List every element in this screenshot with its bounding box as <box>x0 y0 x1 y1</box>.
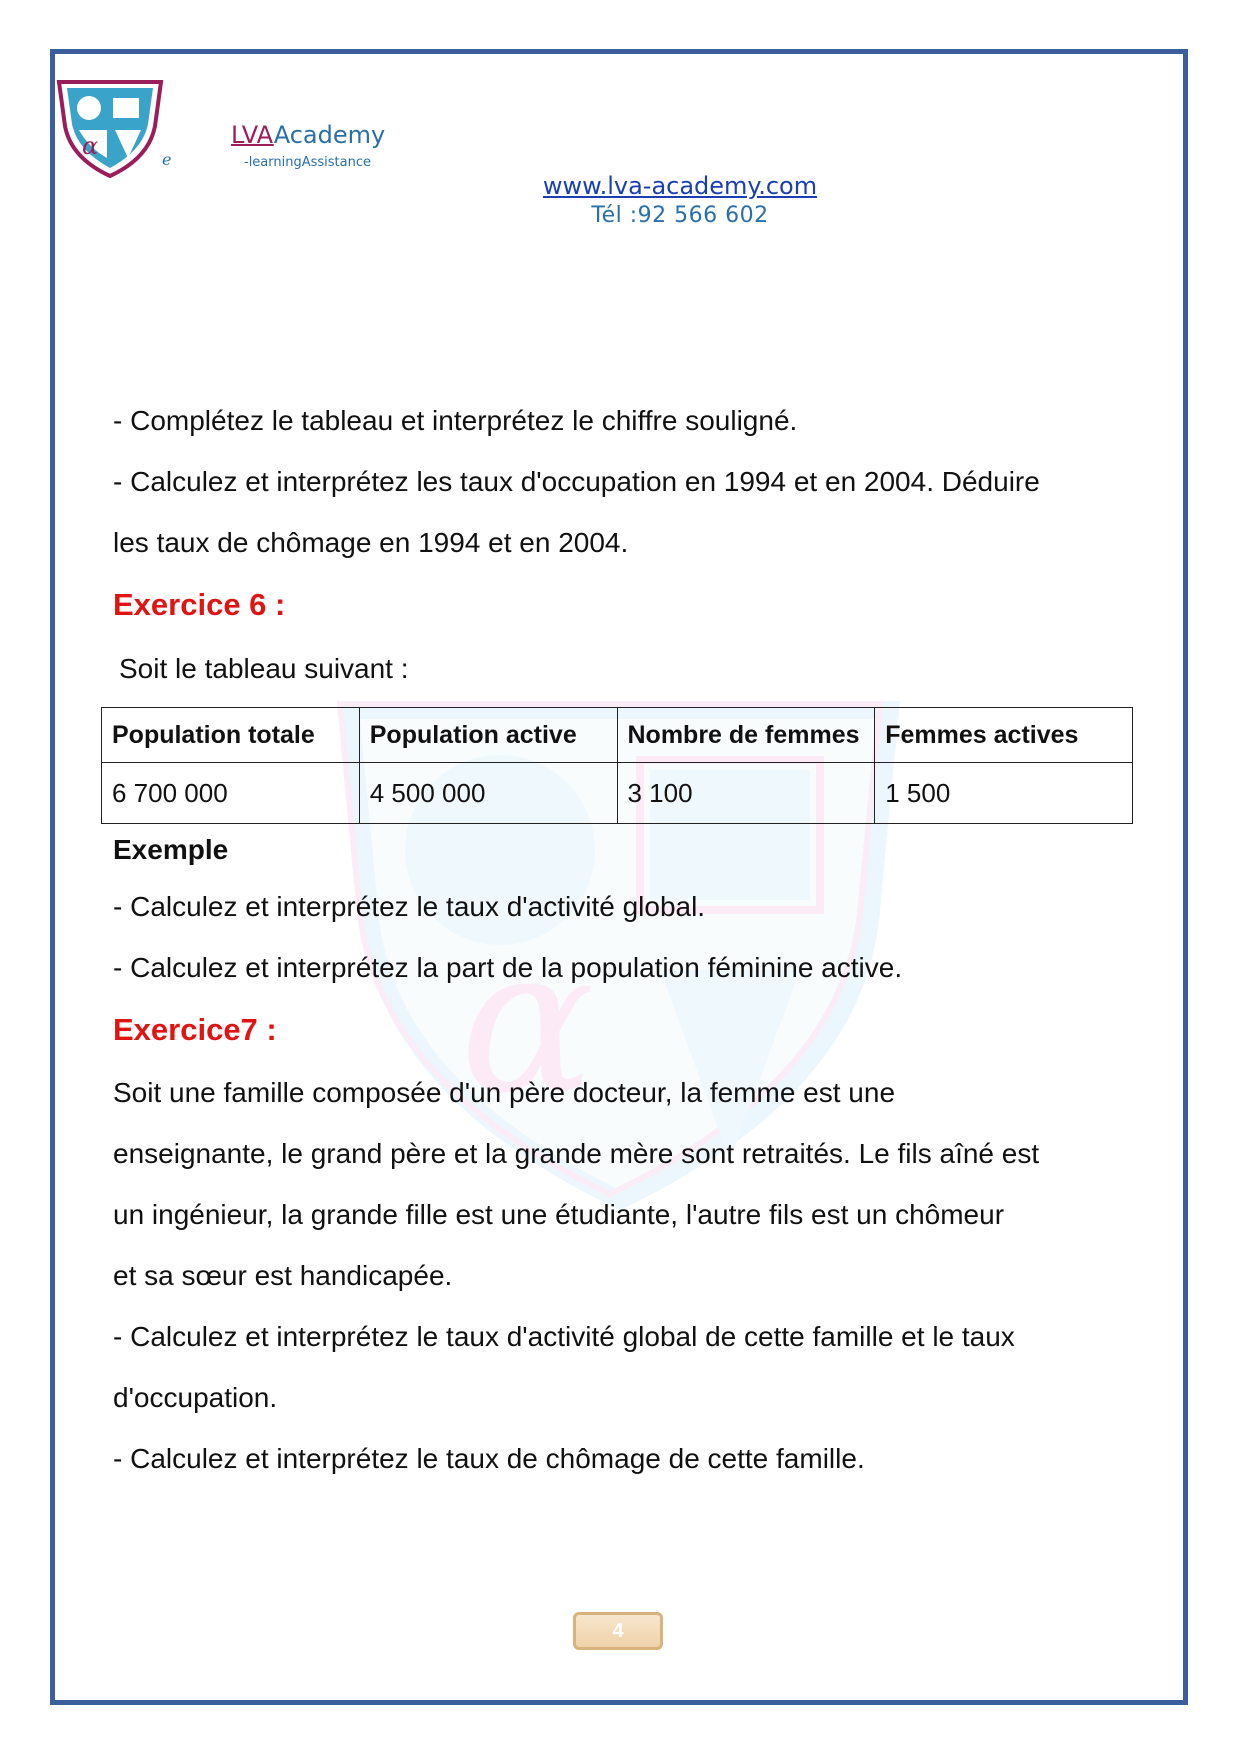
exercise-7-title: Exercice7 : <box>113 1012 277 1047</box>
exercise-7-line: un ingénieur, la grande fille est une étudiante, l'autre fils est un chômeur <box>113 1199 1005 1230</box>
site-phone: Tél :92 566 602 <box>591 203 769 228</box>
shield-logo-icon <box>55 78 165 178</box>
table-cell: 3 100 <box>617 763 875 824</box>
brand-academy: Academy <box>273 121 386 149</box>
example-label: Exemple <box>113 834 229 865</box>
brand-lva: LVA <box>231 121 274 149</box>
exercise-7-line: - Calculez et interprétez le taux d'activité global de cette famille et le taux <box>113 1321 1015 1352</box>
table-cell: 6 700 000 <box>102 763 360 824</box>
page-number-badge: 4 <box>573 1612 663 1650</box>
intro-line: - Calculez et interprétez les taux d'occupation en 1994 et en 2004. Déduire <box>113 466 1040 497</box>
table-header: Population active <box>359 708 617 763</box>
exercise-6-intro: Soit le tableau suivant : <box>119 653 409 684</box>
exercise-6-question: - Calculez et interprétez la part de la population féminine active. <box>113 952 903 983</box>
exercise-7-line: et sa sœur est handicapée. <box>113 1260 453 1291</box>
exercise-7-line: enseignante, le grand père et la grande mère sont retraités. Le fils aîné est <box>113 1138 1040 1169</box>
population-table <box>101 707 1133 824</box>
svg-text:α: α <box>460 905 596 1138</box>
exercise-7-line: Soit une famille composée d'un père docteur, la femme est une <box>113 1077 896 1108</box>
brand-name <box>231 121 385 149</box>
exercise-6-question: - Calculez et interprétez le taux d'activité global. <box>113 891 706 922</box>
exercise-7-line: d'occupation. <box>113 1382 278 1413</box>
site-url-link[interactable]: www.lva-academy.com <box>542 172 818 200</box>
table-header: Nombre de femmes <box>617 708 875 763</box>
brand-tagline: -learningAssistance <box>244 155 371 170</box>
main-content <box>113 390 1133 1489</box>
exercise-7-line: - Calculez et interprétez le taux de chômage de cette famille. <box>113 1443 865 1474</box>
table-header: Population totale <box>102 708 360 763</box>
table-row <box>102 763 1133 824</box>
intro-line: - Complétez le tableau et interprétez le chiffre souligné. <box>113 405 798 436</box>
table-header-row <box>102 708 1133 763</box>
table-cell: 1 500 <box>875 763 1133 824</box>
exercise-6-title: Exercice 6 : <box>113 587 286 622</box>
brand-e-mark: e <box>162 150 172 169</box>
svg-text:α: α <box>82 132 99 160</box>
table-cell: 4 500 000 <box>359 763 617 824</box>
intro-line: les taux de chômage en 1994 et en 2004. <box>113 527 629 558</box>
table-header: Femmes actives <box>875 708 1133 763</box>
